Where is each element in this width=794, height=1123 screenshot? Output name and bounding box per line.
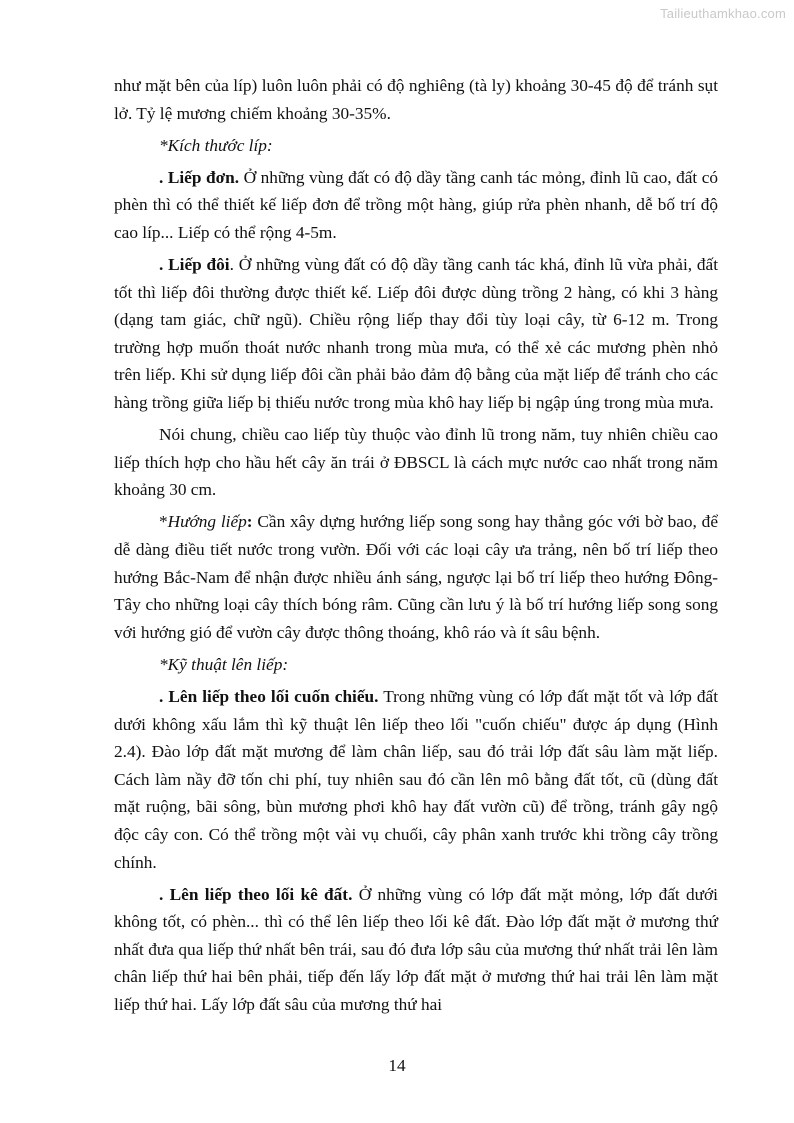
- text-liep-don: Ở những vùng đất có độ dầy tầng canh tác mỏng, đỉnh lũ cao, đất có phèn thì có thể thiết kế liếp đơn để trồng một hàng, giúp rửa phèn nhanh, dễ bố trí độ cao líp... Liếp có thể rộng 4-5m.: [114, 167, 719, 242]
- label-cuon-chieu: . Lên liếp theo lối cuốn chiếu.: [159, 686, 379, 706]
- paragraph-huong-liep: [114, 508, 718, 646]
- text-ke-dat: Ở những vùng có lớp đất mặt mỏng, lớp đất dưới không tốt, có phèn... thì có thể lên liếp theo lối kê đất. Đào lớp đất mặt ở mương thứ nhất đưa qua liếp thứ nhất bên trái, sau đó đưa lớp sâu của mương thứ nhất trải lên làm chân liếp thứ hai bên phải, tiếp đến lấy lớp đất mặt ở mương thứ hai trải lên làm mặt liếp thứ hai. Lấy lớp đất sâu của mương thứ hai: [114, 884, 718, 1014]
- page-number: 14: [388, 1056, 406, 1075]
- paragraph-cuon-chieu: [114, 683, 718, 876]
- colon-huong-liep: :: [246, 512, 253, 532]
- label-liep-doi: . Liếp đôi: [159, 255, 230, 275]
- text-huong-liep: Cần xây dựng hướng liếp song song hay thẳng góc với bờ bao, để dễ dàng điều tiết nước trong vườn. Đối với các loại cây ưa trảng, nên bố trí liếp theo hướng Bắc-Nam để nhận được nhiều ánh sáng, ngược lại bố trí liếp theo hướng Đông-Tây cho những loại cây thích bóng râm. Cũng cần lưu ý là bố trí hướng liếp song song với hướng gió để vườn cây được thông thoáng, khô ráo và ít sâu bệnh.: [114, 512, 718, 642]
- paragraph-liep-doi: [114, 251, 718, 417]
- text-liep-doi: . Ở những vùng đất có độ dầy tầng canh tác khá, đỉnh lũ vừa phải, đất tốt thì liếp đôi thường được thiết kế. Liếp đôi được dùng trồng 2 hàng, có khi 3 hàng (dạng tam giác, chữ ngũ). Chiều rộng liếp thay đổi tùy loại cây, từ 6-12 m. Trong trường hợp muốn thoát nước nhanh trong mùa mưa, có thể xẻ các mương phèn nhỏ trên liếp. Khi sử dụng liếp đôi cần phải bảo đảm độ bằng của mặt liếp để tránh cho các hàng trồng giữa liếp bị thiếu nước trong mùa khô hay liếp bị ngập úng trong mùa mưa.: [114, 255, 719, 413]
- paragraph-noi-chung: Nói chung, chiều cao liếp tùy thuộc vào đỉnh lũ trong năm, tuy nhiên chiều cao liếp thích hợp cho hầu hết cây ăn trái ở ĐBSCL là cách mực nước cao nhất trong năm khoảng 30 cm.: [114, 425, 718, 500]
- document-body: [114, 72, 718, 1023]
- heading-kich-thuoc-lip: *Kích thước líp:: [159, 135, 273, 155]
- label-liep-don: . Liếp đơn.: [159, 167, 240, 187]
- paragraph-ta-ly: như mặt bên của líp) luôn luôn phải có độ nghiêng (tà ly) khoảng 30-45 độ để tránh sụt lở. Tỷ lệ mương chiếm khoảng 30-35%.: [114, 76, 718, 123]
- prefix-huong-liep: *: [159, 512, 168, 532]
- watermark: Tailieuthamkhao.com: [660, 6, 786, 21]
- label-ke-dat: . Lên liếp theo lối kê đất.: [159, 884, 353, 904]
- label-huong-liep: Hướng liếp: [167, 512, 247, 532]
- paragraph-ke-dat: [114, 881, 718, 1019]
- paragraph-liep-don: [114, 164, 718, 247]
- heading-ky-thuat-len-liep: *Kỹ thuật lên liếp:: [159, 654, 289, 674]
- text-cuon-chieu: Trong những vùng có lớp đất mặt tốt và lớp đất dưới không xấu lắm thì kỹ thuật lên liếp theo lối "cuốn chiếu" được áp dụng (Hình 2.4). Đào lớp đất mặt mương để làm chân liếp, sau đó trải lớp đất sâu làm mặt liếp. Cách làm nầy đỡ tốn chi phí, tuy nhiên sau đó cần lên mô bằng đất tốt, cũ (dùng đất mặt ruộng, bãi sông, bùn mương phơi khô hay đất vườn cũ) để trồng, tránh gây ngộ độc cây con. Có thể trồng một vài vụ chuối, cây phân xanh trước khi trồng cây trồng chính.: [114, 686, 718, 872]
